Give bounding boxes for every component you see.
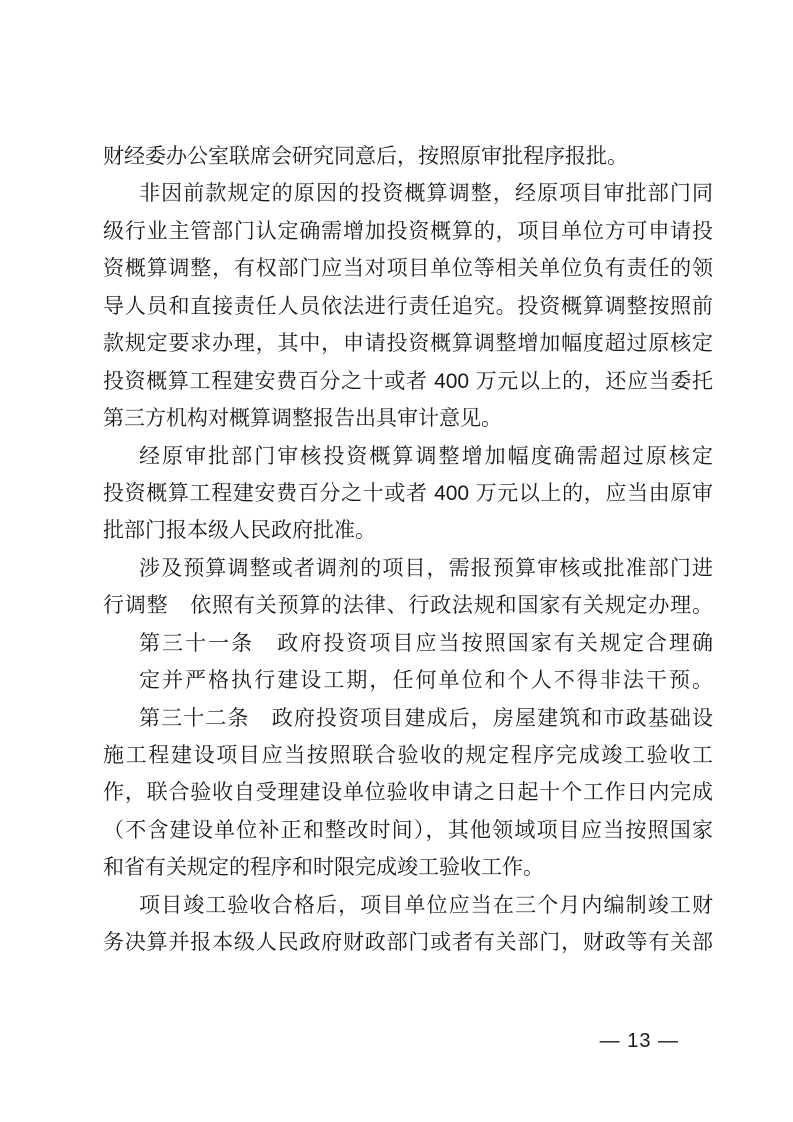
text-line: 投资概算工程建安费百分之十或者 400 万元以上的，应当由原审 bbox=[103, 481, 713, 505]
text-line: （不含建设单位补正和整改时间），其他领域项目应当按照国家 bbox=[103, 818, 713, 842]
text-line: 务决算并报本级人民政府财政部门或者有关部门，财政等有关部 bbox=[103, 931, 713, 955]
text-line: 导人员和直接责任人员依法进行责任追究。投资概算调整按照前 bbox=[103, 294, 713, 318]
text-line: 作，联合验收自受理建设单位验收申请之日起十个工作日内完成 bbox=[103, 781, 713, 805]
text-line: 行调整 依照有关预算的法律、行政法规和国家有关规定办理。 bbox=[103, 594, 713, 618]
text-line: 非因前款规定的原因的投资概算调整，经原项目审批部门同 bbox=[139, 182, 713, 206]
text-line: 第三方机构对概算调整报告出具审计意见。 bbox=[103, 407, 502, 431]
text-line: 投资概算工程建安费百分之十或者 400 万元以上的，还应当委托 bbox=[103, 369, 713, 393]
page-number: — 13 — bbox=[599, 1030, 679, 1052]
text-line: 批部门报本级人民政府批准。 bbox=[103, 519, 376, 543]
text-line: 第三十二条 政府投资项目建成后，房屋建筑和市政基础设 bbox=[139, 706, 713, 730]
text-line: 和省有关规定的程序和时限完成竣工验收工作。 bbox=[103, 856, 544, 880]
text-line: 施工程建设项目应当按照联合验收的规定程序完成竣工验收工 bbox=[103, 744, 713, 767]
text-line: 财经委办公室联席会研究同意后，按照原审批程序报批。 bbox=[103, 145, 628, 168]
text-line: 级行业主管部门认定确需增加投资概算的，项目单位方可申请投 bbox=[103, 219, 713, 243]
text-line: 定并严格执行建设工期，任何单位和个人不得非法干预。 bbox=[139, 669, 713, 693]
text-line: 款规定要求办理，其中，申请投资概算调整增加幅度超过原核定 bbox=[103, 332, 713, 356]
body-text bbox=[103, 138, 713, 962]
text-line: 资概算调整，有权部门应当对项目单位等相关单位负有责任的领 bbox=[103, 257, 713, 281]
text-line: 涉及预算调整或者调剂的项目，需报预算审核或批准部门进 bbox=[139, 556, 713, 580]
text-line: 经原审批部门审核投资概算调整增加幅度确需超过原核定 bbox=[139, 444, 713, 468]
text-line: 第三十一条 政府投资项目应当按照国家有关规定合理确 bbox=[139, 631, 713, 655]
text-line: 项目竣工验收合格后，项目单位应当在三个月内编制竣工财 bbox=[139, 893, 713, 917]
